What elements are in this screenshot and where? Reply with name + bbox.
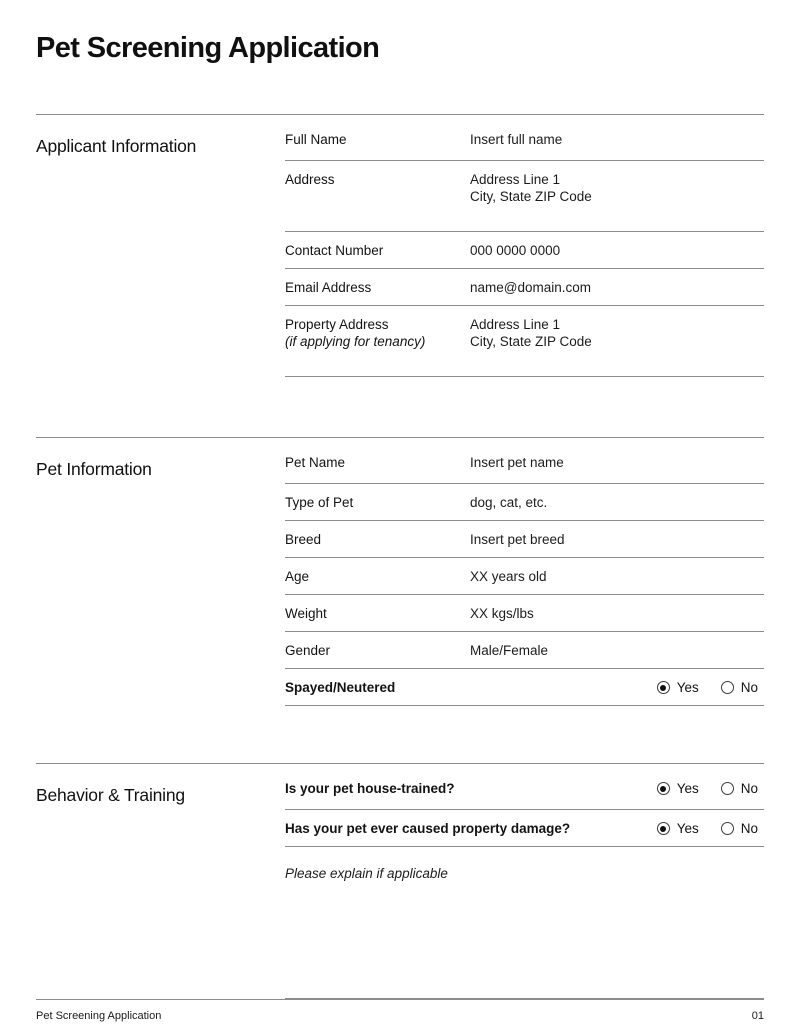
property-address-line-1[interactable]: Address Line 1: [470, 317, 561, 332]
applicant-section-title: Applicant Information: [36, 136, 197, 156]
form-row-email-address: [285, 269, 764, 306]
form-row-pet-name: [285, 438, 764, 484]
property-address-label-text: Property Address: [285, 317, 389, 332]
address-label: Address: [285, 172, 335, 187]
property-damage-radio-group: [657, 820, 764, 837]
email-address-field[interactable]: name@domain.com: [470, 280, 592, 295]
radio-selected-icon[interactable]: [657, 822, 670, 835]
house-trained-question: Is your pet house-trained?: [285, 781, 455, 796]
form-row-house-trained: [285, 764, 764, 810]
form-row-full-name: [285, 115, 764, 161]
behavior-section-title: Behavior & Training: [36, 785, 185, 805]
house-trained-radio-group: [657, 780, 764, 797]
explanation-field[interactable]: [285, 881, 764, 999]
applicant-rows: [285, 115, 764, 377]
type-of-pet-field[interactable]: dog, cat, etc.: [470, 495, 548, 510]
contact-number-label: Contact Number: [285, 243, 384, 258]
form-row-spayed-neutered: [285, 669, 764, 706]
contact-number-field[interactable]: 000 0000 0000: [470, 243, 561, 258]
form-row-address: [285, 161, 764, 232]
property-damage-yes-label: Yes: [676, 821, 699, 836]
gender-label: Gender: [285, 643, 331, 658]
type-of-pet-label: Type of Pet: [285, 495, 354, 510]
weight-label: Weight: [285, 606, 327, 621]
address-line-2[interactable]: City, State ZIP Code: [470, 189, 592, 204]
property-address-label: [285, 316, 470, 350]
house-trained-no-label: No: [740, 781, 758, 796]
spayed-yes-option[interactable]: [657, 679, 699, 696]
form-row-weight: [285, 595, 764, 632]
property-damage-yes-option[interactable]: [657, 820, 699, 837]
footer-page-number: 01: [751, 1010, 764, 1022]
pet-name-label: Pet Name: [285, 455, 346, 470]
breed-label: Breed: [285, 532, 322, 547]
gender-field[interactable]: Male/Female: [470, 643, 549, 658]
form-row-property-address: [285, 306, 764, 377]
full-name-field[interactable]: Insert full name: [470, 132, 563, 147]
house-trained-yes-option[interactable]: [657, 780, 699, 797]
house-trained-yes-label: Yes: [676, 781, 699, 796]
spayed-no-option[interactable]: [721, 679, 758, 696]
property-damage-no-label: No: [740, 821, 758, 836]
address-field[interactable]: [470, 171, 764, 205]
email-address-label: Email Address: [285, 280, 372, 295]
pet-section-title: Pet Information: [36, 459, 152, 479]
spacer: [36, 706, 764, 763]
form-row-gender: [285, 632, 764, 669]
pet-name-field[interactable]: Insert pet name: [470, 455, 564, 470]
property-damage-question: Has your pet ever caused property damage?: [285, 821, 571, 836]
property-address-line-2[interactable]: City, State ZIP Code: [470, 334, 592, 349]
age-label: Age: [285, 569, 310, 584]
form-row-age: [285, 558, 764, 595]
spayed-neutered-label: Spayed/Neutered: [285, 680, 396, 695]
property-damage-no-option[interactable]: [721, 820, 758, 837]
pet-rows: [285, 438, 764, 706]
footer-title: Pet Screening Application: [36, 1010, 162, 1022]
breed-field[interactable]: Insert pet breed: [470, 532, 565, 547]
age-field[interactable]: XX years old: [470, 569, 547, 584]
form-row-contact-number: [285, 232, 764, 269]
radio-unselected-icon[interactable]: [721, 782, 734, 795]
weight-field[interactable]: XX kgs/lbs: [470, 606, 534, 621]
page-title: Pet Screening Application: [36, 32, 380, 64]
spayed-no-label: No: [740, 680, 758, 695]
form-row-property-damage: [285, 810, 764, 847]
spayed-neutered-radio-group: [657, 679, 764, 696]
radio-selected-icon[interactable]: [657, 782, 670, 795]
radio-unselected-icon[interactable]: [721, 681, 734, 694]
section-behavior-training: [36, 764, 764, 999]
property-address-field[interactable]: [470, 316, 764, 350]
behavior-rows: [285, 764, 764, 999]
radio-selected-icon[interactable]: [657, 681, 670, 694]
section-pet-information: [36, 438, 764, 706]
form-row-type-of-pet: [285, 484, 764, 521]
property-address-note: (if applying for tenancy): [285, 334, 426, 349]
radio-unselected-icon[interactable]: [721, 822, 734, 835]
form-row-breed: [285, 521, 764, 558]
spayed-yes-label: Yes: [676, 680, 699, 695]
full-name-label: Full Name: [285, 132, 347, 147]
explain-note: Please explain if applicable: [285, 866, 448, 881]
spacer: [36, 377, 764, 437]
house-trained-no-option[interactable]: [721, 780, 758, 797]
page-footer: [36, 999, 764, 1022]
address-line-1[interactable]: Address Line 1: [470, 172, 561, 187]
section-applicant-information: [36, 115, 764, 377]
